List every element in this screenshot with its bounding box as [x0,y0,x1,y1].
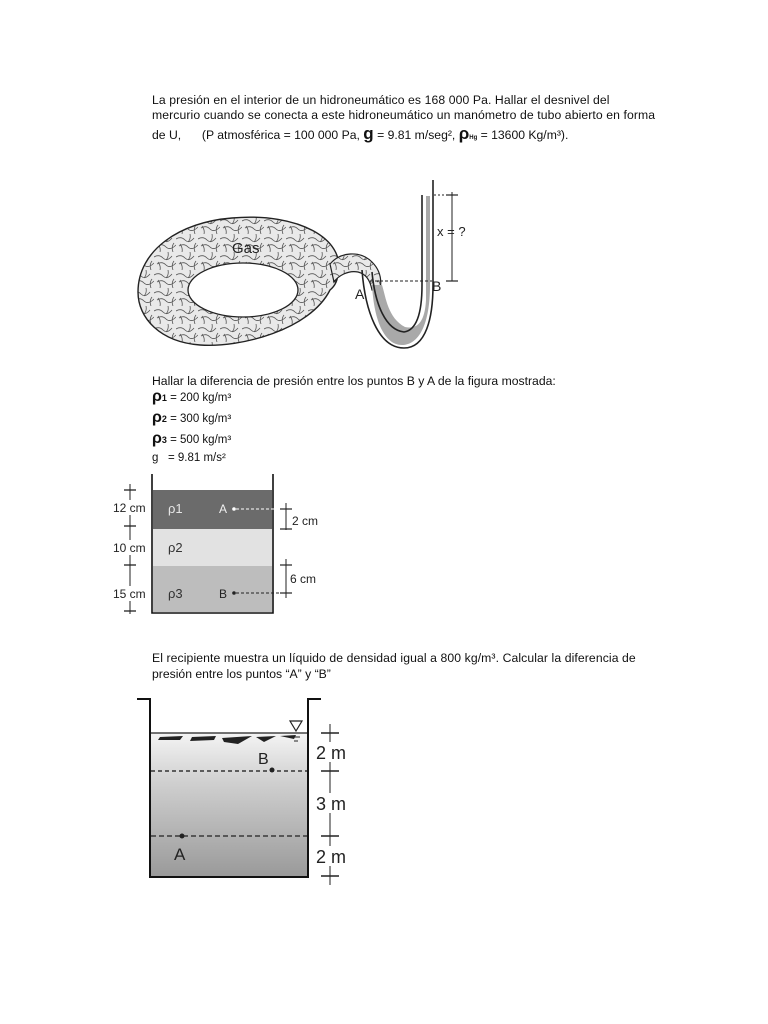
problem1-line3-start: de U, [152,128,182,142]
point-b-dot [270,768,275,773]
given-gravity: g = 9.81 m/s² [152,452,226,464]
layer-name-1: ρ1 [168,501,183,516]
given-density-3: ρ3 = 500 kg/m³ [152,430,232,447]
density-symbol: ρ [458,124,470,143]
given-density-2: ρ2 = 300 kg/m³ [152,409,232,426]
layer-name-3: ρ3 [168,586,183,601]
point-a-label: A [219,502,228,516]
point-a-label: A [174,845,186,864]
height-label-3: 15 cm [113,587,146,601]
given-density-1: ρ1 = 200 kg/m³ [152,388,232,405]
height-label-2: 10 cm [113,541,146,555]
density-subscript: Hg [469,135,478,141]
free-surface-symbol [290,721,302,731]
problem3-line1: El recipiente muestra un líquido de densidad igual a 800 kg/m³. Calcular la diferencia de [152,651,636,665]
problem1-line1: La presión en el interior de un hidroneumático es 168 000 Pa. Hallar el desnivel del [152,93,610,107]
layer-name-2: ρ2 [168,540,183,555]
distance-a-label: 2 cm [292,514,319,528]
point-b-label: B [258,751,269,768]
distance-b-label: 6 cm [290,572,317,586]
problem1-line2: mercurio cuando se conecta a este hidroneumático un manómetro de tubo abierto en forma [152,108,656,122]
depth-label-1: 2 m [316,743,347,763]
problem2-intro: Hallar la diferencia de presión entre los puntos B y A de la figura mostrada: [152,374,556,388]
gas-label: Gas [232,240,260,257]
gravity-symbol: g [363,124,374,143]
height-label: x = ? [437,224,466,239]
gravity-value: = 9.81 m/seg², [377,128,456,142]
problem3-line2: presión entre los puntos “A” y “B” [152,667,331,681]
problem1-atm-pressure: (P atmosférica = 100 000 Pa, [201,128,360,142]
point-a-label: A [355,286,365,302]
point-b-label: B [432,278,442,294]
point-b-label: B [219,587,228,601]
density-value: = 13600 Kg/m³). [480,128,569,142]
height-label-1: 12 cm [113,501,146,515]
depth-label-3: 2 m [316,847,347,867]
point-a-dot [180,834,185,839]
depth-label-2: 3 m [316,794,347,814]
